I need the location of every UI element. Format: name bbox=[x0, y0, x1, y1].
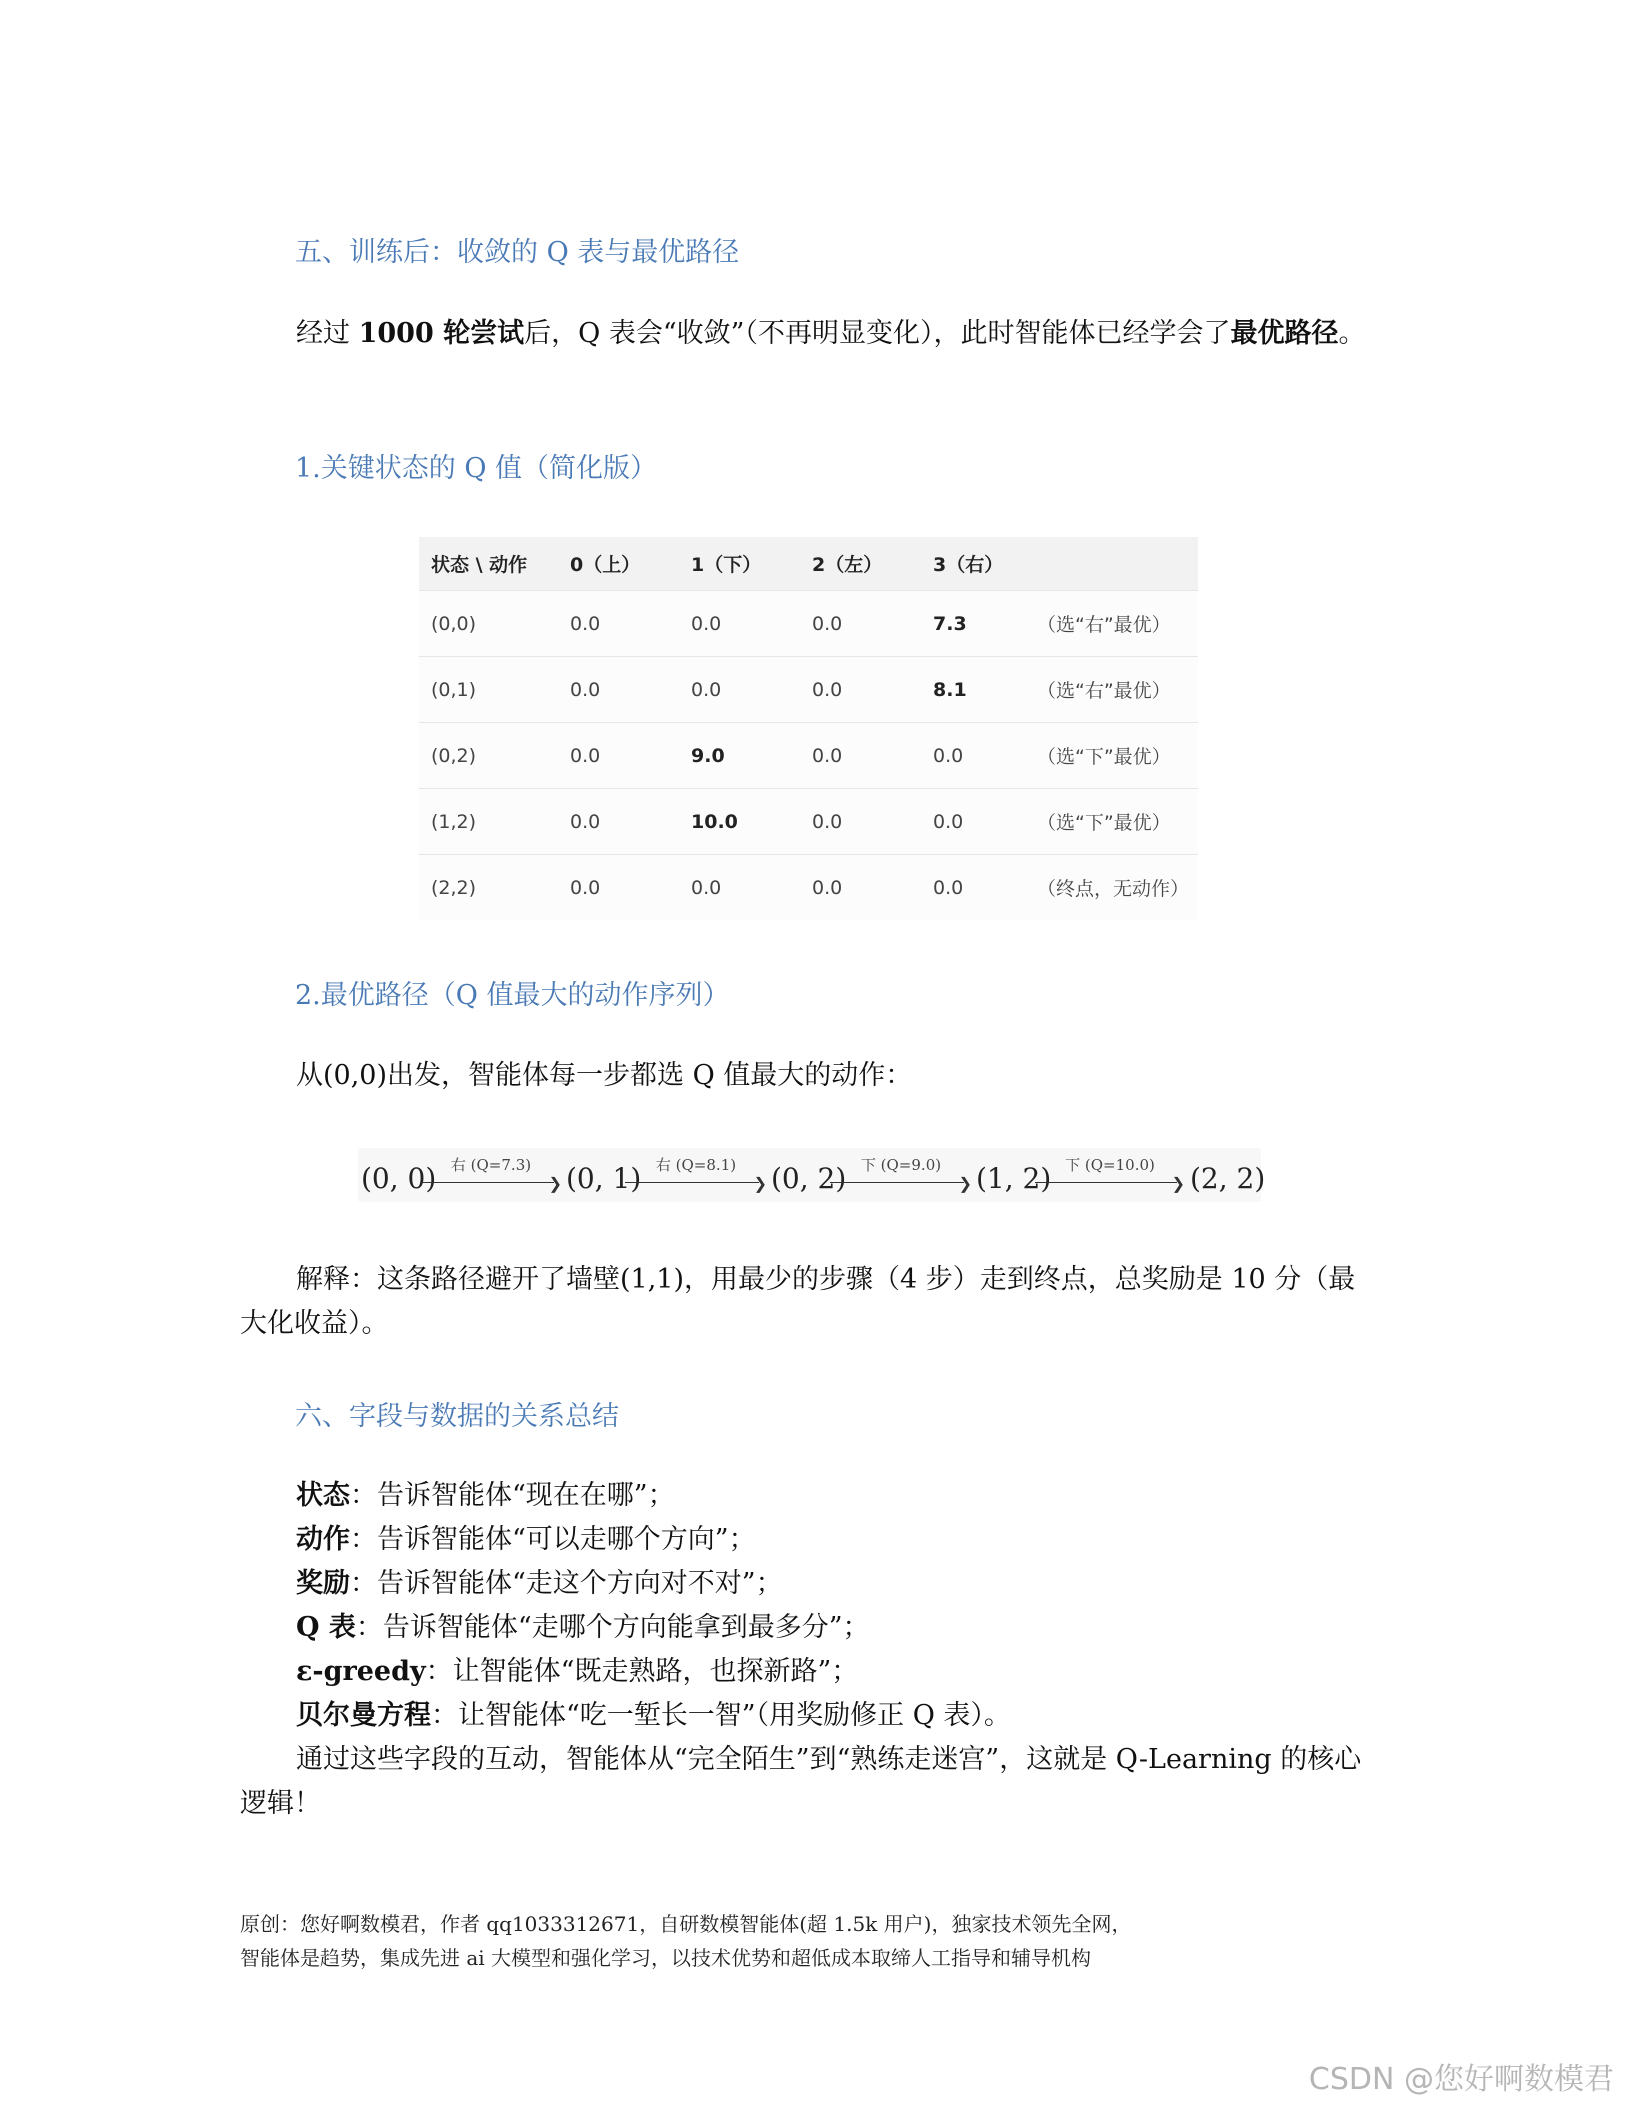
table-header-cell bbox=[1025, 537, 1198, 591]
path-node: (0, 2) bbox=[771, 1162, 847, 1195]
arrow-head-icon: ❯ bbox=[548, 1174, 562, 1193]
q-value-table bbox=[419, 537, 1198, 920]
summary-text: ：让智能体“既走熟路，也探新路”； bbox=[425, 1656, 859, 1687]
arrow-line bbox=[625, 1182, 759, 1183]
path-arrow-label: 右 (Q=7.3) bbox=[450, 1156, 532, 1174]
intro-text-1: 经过 bbox=[296, 318, 359, 349]
closing-paragraph: 通过这些字段的互动，智能体从“完全陌生”到“熟练走迷宫”，这就是 Q-Learning 的核心逻辑！ bbox=[240, 1744, 1362, 1819]
table-cell: (0,0) bbox=[419, 591, 558, 657]
arrow-line bbox=[830, 1182, 964, 1183]
table-cell-best: 10.0 bbox=[679, 789, 800, 855]
summary-item bbox=[296, 1518, 1380, 1562]
table-header-row bbox=[419, 537, 1198, 591]
table-cell-best: 9.0 bbox=[679, 723, 800, 789]
arrow-line bbox=[420, 1182, 554, 1183]
table-cell-best: 7.3 bbox=[921, 591, 1025, 657]
explanation-paragraph: 解释：这条路径避开了墙壁(1,1)，用最少的步骤（4 步）走到终点，总奖励是 10 分（最大化收益）。 bbox=[240, 1264, 1356, 1339]
summary-text: ：告诉智能体“走哪个方向能拿到最多分”； bbox=[355, 1612, 870, 1643]
table-cell: 0.0 bbox=[921, 789, 1025, 855]
table-cell: 0.0 bbox=[800, 723, 921, 789]
summary-text: ：让智能体“吃一堑长一智”（用奖励修正 Q 表）。 bbox=[431, 1700, 1011, 1731]
intro-text-2: 后，Q 表会“收敛”（不再明显变化），此时智能体已经学会了 bbox=[524, 318, 1231, 349]
path-node: (1, 2) bbox=[976, 1162, 1052, 1195]
table-cell-note: （终点，无动作） bbox=[1025, 855, 1198, 921]
arrow-line bbox=[1035, 1182, 1177, 1183]
table-header-cell: 状态 \ 动作 bbox=[419, 537, 558, 591]
summary-text: ：告诉智能体“现在在哪”； bbox=[350, 1480, 675, 1511]
path-node: (0, 1) bbox=[566, 1162, 642, 1195]
path-arrow-label: 下 (Q=10.0) bbox=[1065, 1156, 1155, 1174]
table-cell: 0.0 bbox=[921, 723, 1025, 789]
table-cell: 0.0 bbox=[558, 855, 679, 921]
table-header-cell: 1（下） bbox=[679, 537, 800, 591]
table-cell: (1,2) bbox=[419, 789, 558, 855]
summary-text: ：告诉智能体“走这个方向对不对”； bbox=[350, 1568, 783, 1599]
path-intro: 从(0,0)出发，智能体每一步都选 Q 值最大的动作： bbox=[296, 1060, 913, 1091]
table-cell-best: 8.1 bbox=[921, 657, 1025, 723]
csdn-watermark: CSDN @您好啊数模君 bbox=[1308, 2062, 1614, 2097]
table-cell: 0.0 bbox=[800, 789, 921, 855]
arrow-head-icon: ❯ bbox=[958, 1174, 972, 1193]
optimal-path-formula bbox=[358, 1148, 1266, 1202]
summary-term: ε-greedy bbox=[296, 1656, 426, 1687]
summary-item bbox=[296, 1562, 1380, 1606]
table-cell-note: （选“下”最优） bbox=[1025, 723, 1198, 789]
path-arrow-label: 右 (Q=8.1) bbox=[655, 1156, 737, 1174]
summary-list bbox=[296, 1474, 1380, 1738]
table-cell: 0.0 bbox=[921, 855, 1025, 921]
table-cell-note: （选“右”最优） bbox=[1025, 591, 1198, 657]
table-cell: 0.0 bbox=[679, 591, 800, 657]
footer-line-1: 原创：您好啊数模君，作者 qq1033312671，自研数模智能体(超 1.5k 用户)，独家技术领先全网， bbox=[240, 1912, 1132, 1936]
table-cell: 0.0 bbox=[679, 657, 800, 723]
table-cell: 0.0 bbox=[558, 789, 679, 855]
table-cell: 0.0 bbox=[800, 591, 921, 657]
path-arrow-label: 下 (Q=9.0) bbox=[860, 1156, 942, 1174]
path-arrow bbox=[1035, 1154, 1185, 1194]
summary-text: ：告诉智能体“可以走哪个方向”； bbox=[350, 1524, 756, 1555]
table-header-cell: 3（右） bbox=[921, 537, 1025, 591]
table-cell-note: （选“下”最优） bbox=[1025, 789, 1198, 855]
table-cell: 0.0 bbox=[800, 657, 921, 723]
table-cell: (2,2) bbox=[419, 855, 558, 921]
arrow-head-icon: ❯ bbox=[1171, 1174, 1185, 1193]
intro-bold-optimal-path: 最优路径 bbox=[1230, 318, 1339, 349]
intro-paragraph bbox=[240, 312, 1380, 356]
table-cell: 0.0 bbox=[558, 723, 679, 789]
path-node: (0, 0) bbox=[361, 1162, 437, 1195]
table-cell-note: （选“右”最优） bbox=[1025, 657, 1198, 723]
path-arrow bbox=[625, 1154, 767, 1194]
table-row bbox=[419, 789, 1198, 855]
table-header-cell: 2（左） bbox=[800, 537, 921, 591]
intro-bold-rounds: 1000 轮尝试 bbox=[358, 318, 525, 349]
summary-term: 奖励 bbox=[296, 1568, 350, 1599]
table-row bbox=[419, 657, 1198, 723]
section-5-heading: 五、训练后：收敛的 Q 表与最优路径 bbox=[295, 237, 740, 268]
table-row bbox=[419, 723, 1198, 789]
table-row bbox=[419, 855, 1198, 921]
path-arrow bbox=[420, 1154, 562, 1194]
subsection-1-heading: 1.关键状态的 Q 值（简化版） bbox=[295, 453, 658, 484]
table-cell: 0.0 bbox=[558, 591, 679, 657]
summary-term: Q 表 bbox=[296, 1612, 356, 1643]
section-6-heading: 六、字段与数据的关系总结 bbox=[295, 1401, 619, 1432]
table-cell: (0,1) bbox=[419, 657, 558, 723]
table-cell: (0,2) bbox=[419, 723, 558, 789]
table-cell: 0.0 bbox=[800, 855, 921, 921]
summary-term: 动作 bbox=[296, 1524, 350, 1555]
table-header-cell: 0（上） bbox=[558, 537, 679, 591]
summary-term: 状态 bbox=[296, 1480, 350, 1511]
footer-line-2: 智能体是趋势，集成先进 ai 大模型和强化学习，以技术优势和超低成本取缔人工指导和辅导机构 bbox=[240, 1946, 1092, 1970]
summary-term: 贝尔曼方程 bbox=[296, 1700, 431, 1731]
table-cell: 0.0 bbox=[679, 855, 800, 921]
summary-item bbox=[296, 1694, 1380, 1738]
summary-item bbox=[296, 1650, 1380, 1694]
subsection-2-heading: 2.最优路径（Q 值最大的动作序列） bbox=[295, 980, 730, 1011]
table-cell: 0.0 bbox=[558, 657, 679, 723]
summary-item bbox=[296, 1474, 1380, 1518]
table-row bbox=[419, 591, 1198, 657]
arrow-head-icon: ❯ bbox=[753, 1174, 767, 1193]
summary-item bbox=[296, 1606, 1380, 1650]
path-arrow bbox=[830, 1154, 972, 1194]
intro-text-3: 。 bbox=[1338, 318, 1366, 349]
path-node: (2, 2) bbox=[1190, 1162, 1266, 1195]
